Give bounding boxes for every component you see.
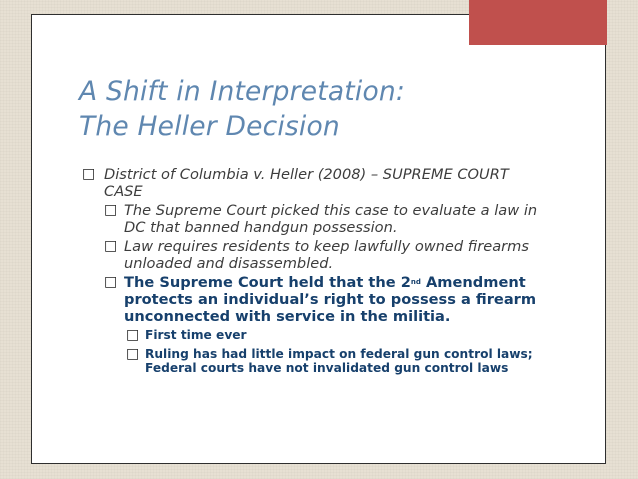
bullet-text: Ruling has had little impact on federal gun control laws; Federal courts have not invalidated gun control laws: [145, 347, 533, 375]
bullet-text: The Supreme Court picked this case to evaluate a law in DC that banned handgun possession.: [124, 202, 538, 236]
title-line-1: A Shift in Interpretation:: [79, 76, 405, 107]
accent-bar: [469, 0, 607, 45]
bullet-text: District of Columbia v. Heller (2008) – SUPREME COURT CASE: [104, 166, 509, 200]
slide-title: [79, 74, 579, 144]
square-bullet-icon: □: [126, 346, 140, 362]
bullet-text: The Supreme Court held that the 2nd Amendment protects an individual’s right to possess a firearm unconnected with service in the militia.: [124, 274, 537, 325]
bullet-text: First time ever: [145, 328, 247, 342]
bullet-text: Law requires residents to keep lawfully owned firearms unloaded and disassembled.: [124, 238, 529, 272]
square-bullet-icon: □: [82, 166, 96, 182]
square-bullet-icon: □: [104, 274, 118, 290]
square-bullet-icon: □: [126, 327, 140, 343]
square-bullet-icon: □: [104, 202, 118, 218]
square-bullet-icon: □: [104, 238, 118, 254]
title-line-2: The Heller Decision: [79, 111, 340, 142]
